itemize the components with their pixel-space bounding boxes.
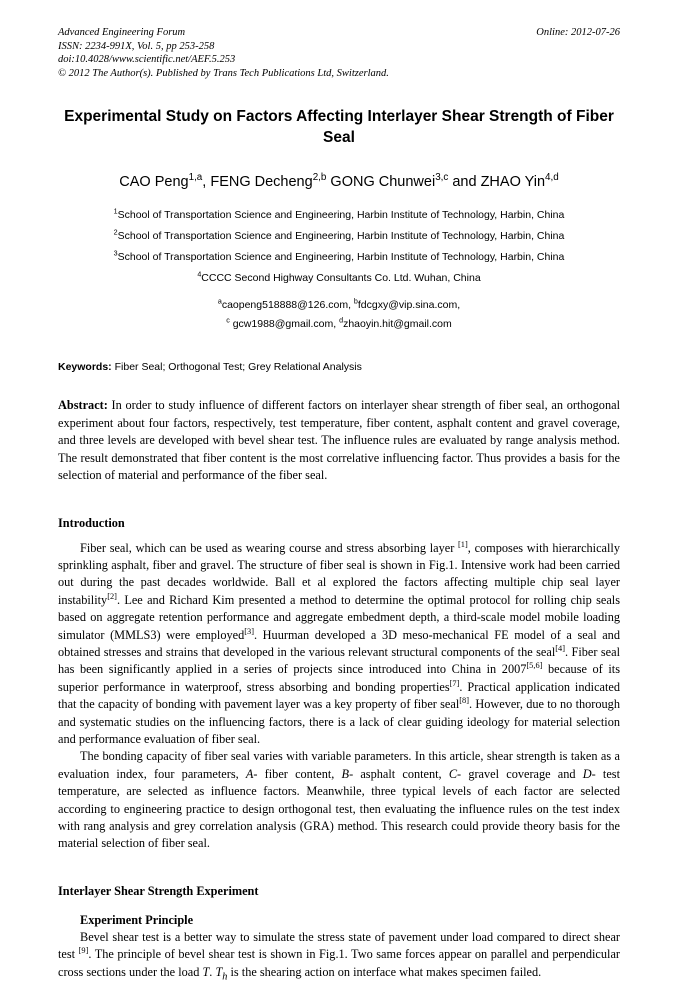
page-header bbox=[58, 26, 620, 80]
keywords-line bbox=[58, 360, 620, 375]
affiliation-3: $^3$School of Transportation Science and Engineering, Harbin Institute of Technology, Harbin, China bbox=[113, 249, 565, 263]
author-emails bbox=[58, 296, 620, 334]
email-line-2: $^c$ gcw1988@gmail.com, $^d$zhaoyin.hit@gmail.com bbox=[226, 316, 452, 330]
online-date: Online: 2012-07-26 bbox=[536, 27, 620, 38]
introduction-paragraph-2: The bonding capacity of fiber seal varies with variable parameters. In this article, shear strength is taken as a evaluation index, four parameters, A- fiber content, B- asphalt content, C- gravel coverage and D- test temperature, are selected as influence factors. Meanwhile, three typical levels of each factor are selected according to engineering practice to design orthogonal test, then evaluating the influence rules on the test index with rang analysis and grey correlation analysis (GRA) method. This research could provide theory basis for the material selection of fiber seal. bbox=[58, 749, 621, 851]
journal-name: Advanced Engineering Forum bbox=[58, 27, 186, 38]
issn-line: ISSN: 2234-991X, Vol. 5, pp 253-258 bbox=[58, 40, 215, 52]
affiliations bbox=[58, 206, 620, 288]
authors-line: CAO Peng$^{1,a}$, FENG Decheng$^{2,b}$ GONG Chunwei$^{3,c}$ and ZHAO Yin$^{4,d}$ bbox=[119, 172, 559, 190]
affiliation-2: $^2$School of Transportation Science and Engineering, Harbin Institute of Technology, Harbin, China bbox=[113, 228, 565, 242]
abstract-label: Abstract: bbox=[58, 398, 108, 412]
doi-line: doi:10.4028/www.scientific.net/AEF.5.253 bbox=[58, 54, 236, 65]
section-heading-introduction: Introduction bbox=[58, 515, 125, 530]
keywords-value: Fiber Seal; Orthogonal Test; Grey Relational Analysis bbox=[114, 361, 362, 373]
affiliation-1: $^1$School of Transportation Science and Engineering, Harbin Institute of Technology, Harbin, China bbox=[113, 207, 565, 221]
abstract-block bbox=[58, 397, 620, 485]
subsection-heading-principle: Experiment Principle bbox=[80, 912, 194, 927]
introduction-paragraph-1: Fiber seal, which can be used as wearing course and stress absorbing layer [1], composes with hierarchically sprinkling asphalt, fiber and gravel. The structure of fiber seal is shown in Fig.1. Intensive work had been carried out during the past decades worldwide. Ball et al explored the factors affecting multiple chip seal layer instability[2]. Lee and Richard Kim presented a method to determine the optimal protocol for rolling chip seals based on aggregate retention performance and aggregate embedment depth, a third-scale model mobile loading simulator (MMLS3) were employed[3]. Huurman developed a 3D meso-mechanical FE model of a seal and obtained stresses and strains that developed in the various relevant structural components of the seal[4]. Fiber seal has been significantly applied in a series of projects since introduced into China in 2007[5,6] because of its superior performance in waterproof, stress absorbing and bonding properties[7]. Practical application indicated that the capacity of bonding with pavement layer was a key property of fiber seal[8]. However, due to no thorough and systematic studies on the influencing factors, there is a lack of clear guiding ideology for material selection and performance evaluation of fiber seal. bbox=[58, 539, 621, 746]
copyright-line: © 2012 The Author(s). Published by Trans Tech Publications Ltd, Switzerland. bbox=[58, 67, 389, 79]
keywords-label: Keywords: bbox=[58, 361, 112, 373]
page-title: Experimental Study on Factors Affecting Interlayer Shear Strength of Fiber Seal bbox=[64, 108, 614, 146]
affiliation-4: $^4$CCCC Second Highway Consultants Co. Ltd. Wuhan, China bbox=[197, 270, 481, 284]
section-heading-experiment: Interlayer Shear Strength Experiment bbox=[58, 883, 259, 898]
abstract-text: In order to study influence of different factors on interlayer shear strength of fiber seal, an orthogonal experiment about four factors, respectively, test temperature, fiber content, asphalt content and gravel coverage, and three levels are developed with bevel shear test. The influence rules are evaluated by range analysis method. The result demonstrated that fiber content is the most correlative influencing factor. Thus provides a basis for the selection of material and performance of the fiber seal. bbox=[58, 398, 620, 482]
email-line-1: $^a$caopeng518888@126.com, $^b$fdcgxy@vip.sina.com, bbox=[217, 297, 461, 311]
experiment-principle-paragraph: Bevel shear test is a better way to simulate the stress state of pavement under load compared to direct shear test [9]. The principle of bevel shear test is shown in Fig.1. Two same forces appear on parallel and perpendicular cross sections under the load T. $T_h$ is the shearing action on interface what makes specimen failed. bbox=[58, 929, 621, 983]
